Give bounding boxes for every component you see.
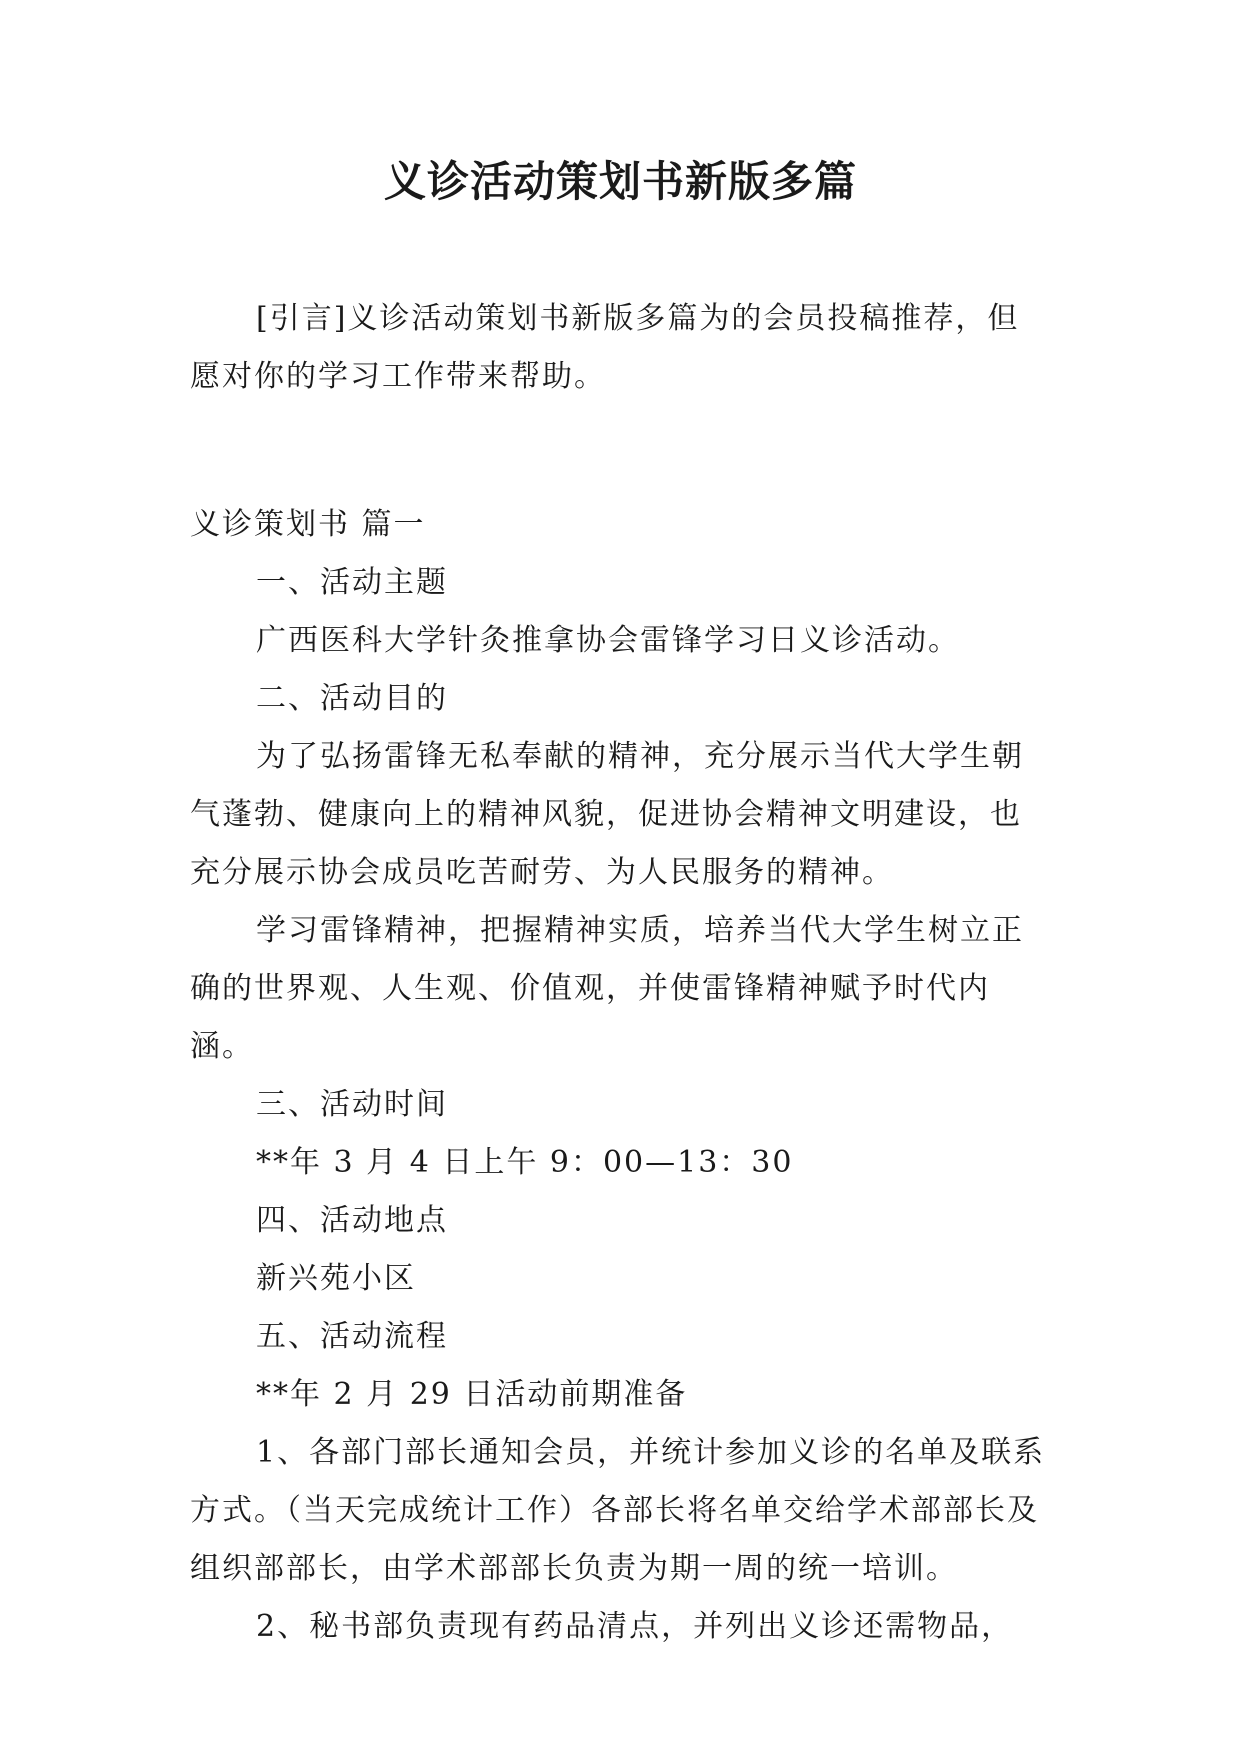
activity-theme-text: 广西医科大学针灸推拿协会雷锋学习日义诊活动。 [256, 623, 960, 658]
document-body [190, 290, 1050, 1656]
heading-activity-purpose: 二、活动目的 [256, 681, 448, 716]
process-step-2: 2、秘书部负责现有药品清点，并列出义诊还需物品， [256, 1609, 1014, 1644]
activity-location-text: 新兴苑小区 [256, 1261, 416, 1296]
document-title: 义诊活动策划书新版多篇 [383, 157, 857, 206]
activity-purpose-text-2: 学习雷锋精神，把握精神实质，培养当代大学生树立正确的世界观、人生观、价值观，并使雷锋精神赋予时代内涵。 [190, 913, 1024, 1064]
section-heading: 义诊策划书 篇一 [190, 507, 426, 542]
activity-time-text: **年 3 月 4 日上午 9：00—13：30 [256, 1145, 794, 1180]
activity-purpose-text-1: 为了弘扬雷锋无私奉献的精神，充分展示当代大学生朝气蓬勃、健康向上的精神风貌，促进协会精神文明建设，也充分展示协会成员吃苦耐劳、为人民服务的精神。 [190, 739, 1024, 890]
intro-paragraph: [引言]义诊活动策划书新版多篇为的会员投稿推荐，但愿对你的学习工作带来帮助。 [190, 301, 1020, 394]
process-prep-date: **年 2 月 29 日活动前期准备 [256, 1377, 688, 1412]
process-step-1: 1、各部门部长通知会员，并统计参加义诊的名单及联系方式。（当天完成统计工作）各部长将名单交给学术部部长及组织部部长，由学术部部长负责为期一周的统一培训。 [190, 1435, 1046, 1586]
heading-activity-location: 四、活动地点 [256, 1203, 448, 1238]
heading-activity-theme: 一、活动主题 [256, 565, 448, 600]
heading-activity-time: 三、活动时间 [256, 1087, 448, 1122]
heading-activity-process: 五、活动流程 [256, 1319, 448, 1354]
